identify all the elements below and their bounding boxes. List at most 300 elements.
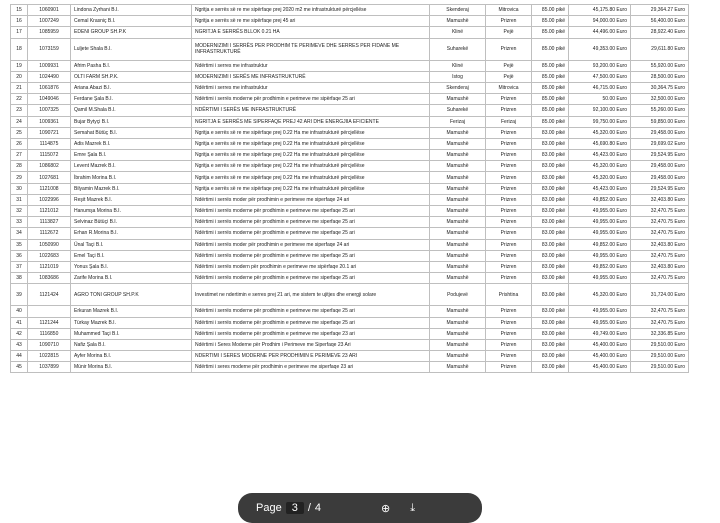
applicant-id-cell: 1009931 xyxy=(28,60,71,71)
table-row xyxy=(11,339,689,350)
applicant-id-cell: 1050990 xyxy=(28,239,71,250)
row-number-cell: 31 xyxy=(11,194,28,205)
total-value-cell: 49,955.00 Euro xyxy=(569,228,631,239)
table-row xyxy=(11,127,689,138)
grant-value-cell: 29,458.00 Euro xyxy=(631,172,689,183)
region-cell: Mitrovica xyxy=(486,5,532,16)
grant-value-cell: 32,403.80 Euro xyxy=(631,261,689,272)
applicant-name-cell: Ariana Abazi B.I. xyxy=(71,82,192,93)
applicant-name-cell: Luljete Shala B.I. xyxy=(71,38,192,60)
total-value-cell: 45,690.80 Euro xyxy=(569,138,631,149)
project-description-cell: Ndërtimi i serrës moder për prodhimin e perimeve me siperfaqe 24 ari xyxy=(192,194,430,205)
project-description-cell: MODERNIZIMI I SERËS ME INFRASTRUKTURË xyxy=(192,71,430,82)
applicant-name-cell: Zarife Morina B.I. xyxy=(71,273,192,284)
municipality-cell: Mamushë xyxy=(430,351,486,362)
applicant-id-cell: 1121424 xyxy=(28,284,71,306)
download-icon[interactable]: ⤓ xyxy=(410,502,416,514)
municipality-cell: Mamushë xyxy=(430,172,486,183)
applicant-id-cell: 1083686 xyxy=(28,273,71,284)
project-description-cell: Ndërtimi i serrës moderne për prodhimin e perimeve me siperfaqe 25 ari xyxy=(192,217,430,228)
applicant-name-cell: OLTI FARM SH.P.K. xyxy=(71,71,192,82)
project-description-cell: MODERNIZIMI I SERRËS PER PRODHIM TE PERIMEVE DHE SERRES PER FIDANE ME INFRASTRUKTURË xyxy=(192,38,430,60)
score-cell: 85.00 pikë xyxy=(532,71,569,82)
table-row xyxy=(11,161,689,172)
grant-value-cell: 32,470.75 Euro xyxy=(631,273,689,284)
table-row xyxy=(11,71,689,82)
municipality-cell: Suharekë xyxy=(430,38,486,60)
score-cell: 83.00 pikë xyxy=(532,228,569,239)
row-number-cell: 35 xyxy=(11,239,28,250)
region-cell: Pejë xyxy=(486,27,532,38)
municipality-cell: Mamushë xyxy=(430,228,486,239)
score-cell: 83.00 pikë xyxy=(532,127,569,138)
region-cell: Prizren xyxy=(486,161,532,172)
grant-value-cell: 55,260.00 Euro xyxy=(631,105,689,116)
total-value-cell: 45,320.00 Euro xyxy=(569,161,631,172)
score-cell: 85.00 pikë xyxy=(532,38,569,60)
table-row xyxy=(11,328,689,339)
applicant-id-cell: 1024490 xyxy=(28,71,71,82)
municipality-cell: Mamushë xyxy=(430,217,486,228)
applicant-name-cell: Ünal Taçi B.I. xyxy=(71,239,192,250)
applicant-name-cell: Cemal Krasniç B.I. xyxy=(71,16,192,27)
table-row xyxy=(11,183,689,194)
region-cell: Prizren xyxy=(486,351,532,362)
row-number-cell: 42 xyxy=(11,328,28,339)
grant-value-cell: 32,470.75 Euro xyxy=(631,250,689,261)
row-number-cell: 17 xyxy=(11,27,28,38)
total-value-cell: 47,500.00 Euro xyxy=(569,71,631,82)
score-cell: 83.00 pikë xyxy=(532,261,569,272)
total-value-cell: 49,852.00 Euro xyxy=(569,194,631,205)
applicant-id-cell: 1121019 xyxy=(28,261,71,272)
project-description-cell: Ndërtimi i serrës moder për prodhimin e perimeve me siperfaqe 24 ari xyxy=(192,239,430,250)
project-description-cell: Ngritja e serrës së re me sipërfaqe prej 0.22 Ha me infrastrukturë përcjellëse xyxy=(192,183,430,194)
total-value-cell: 45,423.00 Euro xyxy=(569,183,631,194)
table-row xyxy=(11,206,689,217)
applicant-name-cell: Afrim Pasha B.I. xyxy=(71,60,192,71)
score-cell: 83.00 pikë xyxy=(532,138,569,149)
applicant-id-cell: 1007249 xyxy=(28,16,71,27)
table-row xyxy=(11,38,689,60)
total-value-cell: 45,400.00 Euro xyxy=(569,339,631,350)
grant-value-cell: 32,470.75 Euro xyxy=(631,317,689,328)
total-value-cell: 93,200.00 Euro xyxy=(569,60,631,71)
row-number-cell: 16 xyxy=(11,16,28,27)
grant-value-cell: 29,524.95 Euro xyxy=(631,183,689,194)
table-row xyxy=(11,194,689,205)
table-row xyxy=(11,228,689,239)
table-row xyxy=(11,172,689,183)
table-row xyxy=(11,217,689,228)
grant-value-cell: 32,470.75 Euro xyxy=(631,306,689,317)
applicant-name-cell: Bilyamin Mazrek B.I. xyxy=(71,183,192,194)
region-cell: Ferizaj xyxy=(486,116,532,127)
total-value-cell: 49,955.00 Euro xyxy=(569,217,631,228)
applicant-id-cell: 1022815 xyxy=(28,351,71,362)
project-description-cell: Ndërtimi i serrës moderne për prodhimin e perimeve me siperfaqe 25 ari xyxy=(192,206,430,217)
score-cell: 85.00 pikë xyxy=(532,16,569,27)
total-value-cell: 49,749.00 Euro xyxy=(569,328,631,339)
grant-value-cell: 32,500.00 Euro xyxy=(631,94,689,105)
applicant-name-cell: AGRO TONI GROUP SH.P.K xyxy=(71,284,192,306)
applicant-name-cell: Selvinaz Bütüçi B.I. xyxy=(71,217,192,228)
score-cell: 85.00 pikë xyxy=(532,82,569,93)
municipality-cell: Mamushë xyxy=(430,250,486,261)
total-value-cell: 49,955.00 Euro xyxy=(569,273,631,284)
row-number-cell: 19 xyxy=(11,60,28,71)
table-row xyxy=(11,284,689,306)
grant-value-cell: 56,400.00 Euro xyxy=(631,16,689,27)
municipality-cell: Klinë xyxy=(430,27,486,38)
applicant-name-cell: Hanumşa Morina B.I. xyxy=(71,206,192,217)
score-cell: 83.00 pikë xyxy=(532,351,569,362)
row-number-cell: 18 xyxy=(11,38,28,60)
page-separator: / xyxy=(307,502,311,514)
row-number-cell: 15 xyxy=(11,5,28,16)
table-row xyxy=(11,27,689,38)
grant-value-cell: 32,403.80 Euro xyxy=(631,194,689,205)
total-value-cell: 50.00 Euro xyxy=(569,94,631,105)
region-cell: Prizren xyxy=(486,273,532,284)
score-cell: 85.00 pikë xyxy=(532,27,569,38)
grant-value-cell: 29,510.00 Euro xyxy=(631,339,689,350)
municipality-cell: Mamushë xyxy=(430,94,486,105)
municipality-cell: Mamushë xyxy=(430,362,486,373)
region-cell: Prizren xyxy=(486,94,532,105)
applicant-id-cell: 1114875 xyxy=(28,138,71,149)
project-description-cell: Ngritja e serrës së re me sipërfaqe prej 0.22 Ha me infrastrukturë përcjellëse xyxy=(192,150,430,161)
municipality-cell: Mamushë xyxy=(430,194,486,205)
row-number-cell: 23 xyxy=(11,105,28,116)
table-row xyxy=(11,362,689,373)
project-description-cell: NDËRTIMI I SERËS ME INFRASTRUKTURË xyxy=(192,105,430,116)
applicant-id-cell: 1116850 xyxy=(28,328,71,339)
municipality-cell: Mamushë xyxy=(430,306,486,317)
applicant-id-cell: 1121244 xyxy=(28,317,71,328)
score-cell: 83.00 pikë xyxy=(532,250,569,261)
project-description-cell: Ndërtimi i serrës moderne për prodhimin e perimeve me siperfaqe 25 ari xyxy=(192,273,430,284)
applicant-id-cell: 1027681 xyxy=(28,172,71,183)
table-row xyxy=(11,94,689,105)
applicant-id-cell: 1121012 xyxy=(28,206,71,217)
municipality-cell: Mamushë xyxy=(430,16,486,27)
beneficiaries-table xyxy=(10,4,689,373)
municipality-cell: Mamushë xyxy=(430,206,486,217)
total-value-cell: 49,955.00 Euro xyxy=(569,306,631,317)
applicant-name-cell: Yonus Şala B.I. xyxy=(71,261,192,272)
applicant-name-cell: Qamil M.Shala B.I. xyxy=(71,105,192,116)
total-value-cell: 45,423.00 Euro xyxy=(569,150,631,161)
applicant-id-cell: 1049046 xyxy=(28,94,71,105)
municipality-cell: Mamushë xyxy=(430,127,486,138)
score-cell: 83.00 pikë xyxy=(532,362,569,373)
applicant-name-cell: Erhan R.Morina B.I. xyxy=(71,228,192,239)
municipality-cell: Istog xyxy=(430,71,486,82)
row-number-cell: 33 xyxy=(11,217,28,228)
applicant-id-cell: 1009361 xyxy=(28,116,71,127)
project-description-cell: Ndërtimi i serrës moderne për prodhimin e perimeve me siperfaqe 25 ari xyxy=(192,306,430,317)
region-cell: Prizren xyxy=(486,317,532,328)
score-cell: 85.00 pikë xyxy=(532,116,569,127)
region-cell: Mitrovica xyxy=(486,82,532,93)
score-cell: 83.00 pikë xyxy=(532,194,569,205)
region-cell: Prizren xyxy=(486,138,532,149)
municipality-cell: Skenderaj xyxy=(430,82,486,93)
project-description-cell: Ndërtimi i seres moderne për prodhimin e perimeve me siperfaqe 23 ari xyxy=(192,362,430,373)
score-cell: 85.00 pikë xyxy=(532,5,569,16)
score-cell: 85.00 pikë xyxy=(532,94,569,105)
page-number-input[interactable]: 3 xyxy=(286,502,304,514)
applicant-id-cell: 1086802 xyxy=(28,161,71,172)
applicant-id-cell: 1073159 xyxy=(28,38,71,60)
municipality-cell: Podujevë xyxy=(430,284,486,306)
applicant-name-cell: Levent Mazrek B.I. xyxy=(71,161,192,172)
project-description-cell: Ndërtimi i serrës moderne për prodhimin e perimeve me sipërfaqe 25 ari xyxy=(192,94,430,105)
region-cell: Prizren xyxy=(486,150,532,161)
applicant-id-cell: 1007325 xyxy=(28,105,71,116)
total-value-cell: 49,955.00 Euro xyxy=(569,250,631,261)
table-row xyxy=(11,273,689,284)
table-row xyxy=(11,82,689,93)
page-label: Page xyxy=(256,502,282,514)
applicant-id-cell: 1085959 xyxy=(28,27,71,38)
applicant-name-cell: Türkay Mazrek B.I. xyxy=(71,317,192,328)
total-value-cell: 49,852.00 Euro xyxy=(569,261,631,272)
table-row xyxy=(11,5,689,16)
row-number-cell: 45 xyxy=(11,362,28,373)
applicant-name-cell: Reşit Mazrek B.I. xyxy=(71,194,192,205)
region-cell: Prizren xyxy=(486,172,532,183)
municipality-cell: Mamushë xyxy=(430,150,486,161)
applicant-name-cell: Adis Mazrek B.I. xyxy=(71,138,192,149)
applicant-id-cell: 1113827 xyxy=(28,217,71,228)
page-total: 4 xyxy=(314,502,322,514)
total-value-cell: 46,715.00 Euro xyxy=(569,82,631,93)
total-value-cell: 45,320.00 Euro xyxy=(569,127,631,138)
page-navigation-bar xyxy=(238,493,482,523)
municipality-cell: Ferizaj xyxy=(430,116,486,127)
table-row xyxy=(11,250,689,261)
row-number-cell: 26 xyxy=(11,138,28,149)
row-number-cell: 25 xyxy=(11,127,28,138)
municipality-cell: Suharekë xyxy=(430,105,486,116)
region-cell: Prizren xyxy=(486,206,532,217)
grant-value-cell: 29,611.80 Euro xyxy=(631,38,689,60)
project-description-cell: Ndërtimi i serres me infrastruktur xyxy=(192,60,430,71)
table-row xyxy=(11,150,689,161)
grant-value-cell: 55,920.00 Euro xyxy=(631,60,689,71)
grant-value-cell: 59,850.00 Euro xyxy=(631,116,689,127)
project-description-cell: Investimet ne ndertimin e serres prej 21 ari, me sistem te ujitjes dhe energji solare xyxy=(192,284,430,306)
zoom-icon[interactable]: ⊕ xyxy=(381,503,391,515)
applicant-id-cell xyxy=(28,306,71,317)
grant-value-cell: 32,336.85 Euro xyxy=(631,328,689,339)
grant-value-cell: 32,470.75 Euro xyxy=(631,217,689,228)
municipality-cell: Mamushë xyxy=(430,273,486,284)
applicant-name-cell: Emre Şala B.I. xyxy=(71,150,192,161)
grant-value-cell: 31,724.00 Euro xyxy=(631,284,689,306)
total-value-cell: 45,400.00 Euro xyxy=(569,362,631,373)
row-number-cell: 36 xyxy=(11,250,28,261)
score-cell: 83.00 pikë xyxy=(532,328,569,339)
project-description-cell: Ndërtimi i serrës moderne për prodhimin e perimeve me siperfaqe 25 ari xyxy=(192,250,430,261)
grant-value-cell: 29,510.00 Euro xyxy=(631,351,689,362)
region-cell: Prizren xyxy=(486,16,532,27)
score-cell: 83.00 pikë xyxy=(532,172,569,183)
municipality-cell: Klinë xyxy=(430,60,486,71)
applicant-id-cell: 1115072 xyxy=(28,150,71,161)
score-cell: 83.00 pikë xyxy=(532,284,569,306)
region-cell: Prizren xyxy=(486,250,532,261)
municipality-cell: Mamushë xyxy=(430,138,486,149)
table-row xyxy=(11,138,689,149)
applicant-id-cell: 1112672 xyxy=(28,228,71,239)
row-number-cell: 22 xyxy=(11,94,28,105)
municipality-cell: Mamushë xyxy=(430,183,486,194)
total-value-cell: 44,496.00 Euro xyxy=(569,27,631,38)
project-description-cell: Ngritja e serrës së re me sipërfaqe prej 0.22 Ha me infrastrukturë përcjellëse xyxy=(192,161,430,172)
applicant-id-cell: 1061876 xyxy=(28,82,71,93)
table-row xyxy=(11,239,689,250)
grant-value-cell: 29,524.95 Euro xyxy=(631,150,689,161)
row-number-cell: 34 xyxy=(11,228,28,239)
table-row xyxy=(11,60,689,71)
grant-value-cell: 29,699.02 Euro xyxy=(631,138,689,149)
applicant-id-cell: 1060901 xyxy=(28,5,71,16)
score-cell: 83.00 pikë xyxy=(532,206,569,217)
score-cell: 83.00 pikë xyxy=(532,317,569,328)
total-value-cell: 99,750.00 Euro xyxy=(569,116,631,127)
municipality-cell: Mamushë xyxy=(430,261,486,272)
row-number-cell: 38 xyxy=(11,273,28,284)
document-page xyxy=(10,4,690,373)
applicant-id-cell: 1090710 xyxy=(28,339,71,350)
total-value-cell: 94,000.00 Euro xyxy=(569,16,631,27)
total-value-cell: 49,955.00 Euro xyxy=(569,317,631,328)
project-description-cell: NGRITJA E SERRËS ME SIPERFAQE PREJ 42 ARI DHE ENERGJIIA EFICIENTE xyxy=(192,116,430,127)
project-description-cell: Ndërtimi i serrës moderne për prodhimin e perimeve me siperfaqe 25 ari xyxy=(192,228,430,239)
score-cell: 85.00 pikë xyxy=(532,60,569,71)
project-description-cell: Ndërtimi i serrës moderne për prodhimin e perimeve me siperfaqe 25 ari xyxy=(192,317,430,328)
score-cell: 83.00 pikë xyxy=(532,239,569,250)
row-number-cell: 30 xyxy=(11,183,28,194)
region-cell: Pejë xyxy=(486,71,532,82)
applicant-name-cell: Muhammed Taçi B.I. xyxy=(71,328,192,339)
project-description-cell: Ndërtimi i Seres Moderne për Prodhim i Perimeve me Siperfaqe 23 Ari xyxy=(192,339,430,350)
row-number-cell: 20 xyxy=(11,71,28,82)
score-cell: 83.00 pikë xyxy=(532,150,569,161)
region-cell: Prizren xyxy=(486,306,532,317)
row-number-cell: 28 xyxy=(11,161,28,172)
region-cell: Prizren xyxy=(486,339,532,350)
applicant-name-cell: İbrahim Morina B.I. xyxy=(71,172,192,183)
grant-value-cell: 32,403.80 Euro xyxy=(631,239,689,250)
grant-value-cell: 29,458.00 Euro xyxy=(631,127,689,138)
grant-value-cell: 30,364.75 Euro xyxy=(631,82,689,93)
score-cell: 83.00 pikë xyxy=(532,217,569,228)
total-value-cell: 45,320.00 Euro xyxy=(569,284,631,306)
region-cell: Prishtina xyxy=(486,284,532,306)
total-value-cell: 45,175.80 Euro xyxy=(569,5,631,16)
score-cell: 83.00 pikë xyxy=(532,273,569,284)
row-number-cell: 37 xyxy=(11,261,28,272)
grant-value-cell: 28,500.00 Euro xyxy=(631,71,689,82)
grant-value-cell: 32,470.75 Euro xyxy=(631,206,689,217)
total-value-cell: 49,353.00 Euro xyxy=(569,38,631,60)
applicant-name-cell: Emel Taçi B.I. xyxy=(71,250,192,261)
applicant-name-cell: Bujar Bytyçi B.I. xyxy=(71,116,192,127)
applicant-name-cell: Lindona Zyrhani B.I. xyxy=(71,5,192,16)
region-cell: Prizren xyxy=(486,194,532,205)
grant-value-cell: 28,922.40 Euro xyxy=(631,27,689,38)
applicant-id-cell: 1022996 xyxy=(28,194,71,205)
row-number-cell: 32 xyxy=(11,206,28,217)
table-row xyxy=(11,317,689,328)
region-cell: Prizren xyxy=(486,38,532,60)
total-value-cell: 45,320.00 Euro xyxy=(569,172,631,183)
region-cell: Prizren xyxy=(486,228,532,239)
applicant-name-cell: EDENI GROUP SH.P.K xyxy=(71,27,192,38)
municipality-cell: Mamushë xyxy=(430,328,486,339)
municipality-cell: Mamushë xyxy=(430,317,486,328)
table-row xyxy=(11,105,689,116)
row-number-cell: 40 xyxy=(11,306,28,317)
grant-value-cell: 32,470.75 Euro xyxy=(631,228,689,239)
municipality-cell: Mamushë xyxy=(430,239,486,250)
total-value-cell: 49,955.00 Euro xyxy=(569,206,631,217)
table-row xyxy=(11,351,689,362)
region-cell: Prizren xyxy=(486,127,532,138)
row-number-cell: 29 xyxy=(11,172,28,183)
project-description-cell: NDERTIMI I SERES MODERNE PER PRODHIMIN E PERIMEVE 23 ARI xyxy=(192,351,430,362)
applicant-name-cell: Ayfer Morina B.I. xyxy=(71,351,192,362)
score-cell: 85.00 pikë xyxy=(532,105,569,116)
municipality-cell: Mamushë xyxy=(430,339,486,350)
region-cell: Prizren xyxy=(486,261,532,272)
applicant-id-cell: 1090721 xyxy=(28,127,71,138)
score-cell: 83.00 pikë xyxy=(532,183,569,194)
project-description-cell: Ngritja e serrës së re me sipërfaqe prej 0.22 Ha me infrastrukturë përcjellëse xyxy=(192,127,430,138)
applicant-id-cell: 1121008 xyxy=(28,183,71,194)
row-number-cell: 41 xyxy=(11,317,28,328)
project-description-cell: NGRITJA E SERRËS BLLOK 0.21 HA xyxy=(192,27,430,38)
applicant-name-cell: Semahat Bütüç B.I. xyxy=(71,127,192,138)
region-cell: Prizren xyxy=(486,217,532,228)
score-cell: 83.00 pikë xyxy=(532,161,569,172)
row-number-cell: 44 xyxy=(11,351,28,362)
region-cell: Pejë xyxy=(486,60,532,71)
grant-value-cell: 29,510.00 Euro xyxy=(631,362,689,373)
region-cell: Prizren xyxy=(486,239,532,250)
region-cell: Prizren xyxy=(486,328,532,339)
total-value-cell: 49,852.00 Euro xyxy=(569,239,631,250)
region-cell: Prizren xyxy=(486,183,532,194)
row-number-cell: 21 xyxy=(11,82,28,93)
row-number-cell: 43 xyxy=(11,339,28,350)
grant-value-cell: 29,364.27 Euro xyxy=(631,5,689,16)
project-description-cell: Ngritja e serrës së re me sipërfaqe prej 0.22 Ha me infrastrukturë përcjellëse xyxy=(192,138,430,149)
grant-value-cell: 29,458.00 Euro xyxy=(631,161,689,172)
row-number-cell: 27 xyxy=(11,150,28,161)
municipality-cell: Mamushë xyxy=(430,161,486,172)
applicant-name-cell: Münir Morina B.I. xyxy=(71,362,192,373)
applicant-name-cell: Ferdane Şala B.I. xyxy=(71,94,192,105)
score-cell: 83.00 pikë xyxy=(532,339,569,350)
project-description-cell: Ndërtimi i serrës modern për prodhimin e perimeve me sipërfaqe 20.1 ari xyxy=(192,261,430,272)
municipality-cell: Skenderaj xyxy=(430,5,486,16)
applicant-id-cell: 1037899 xyxy=(28,362,71,373)
